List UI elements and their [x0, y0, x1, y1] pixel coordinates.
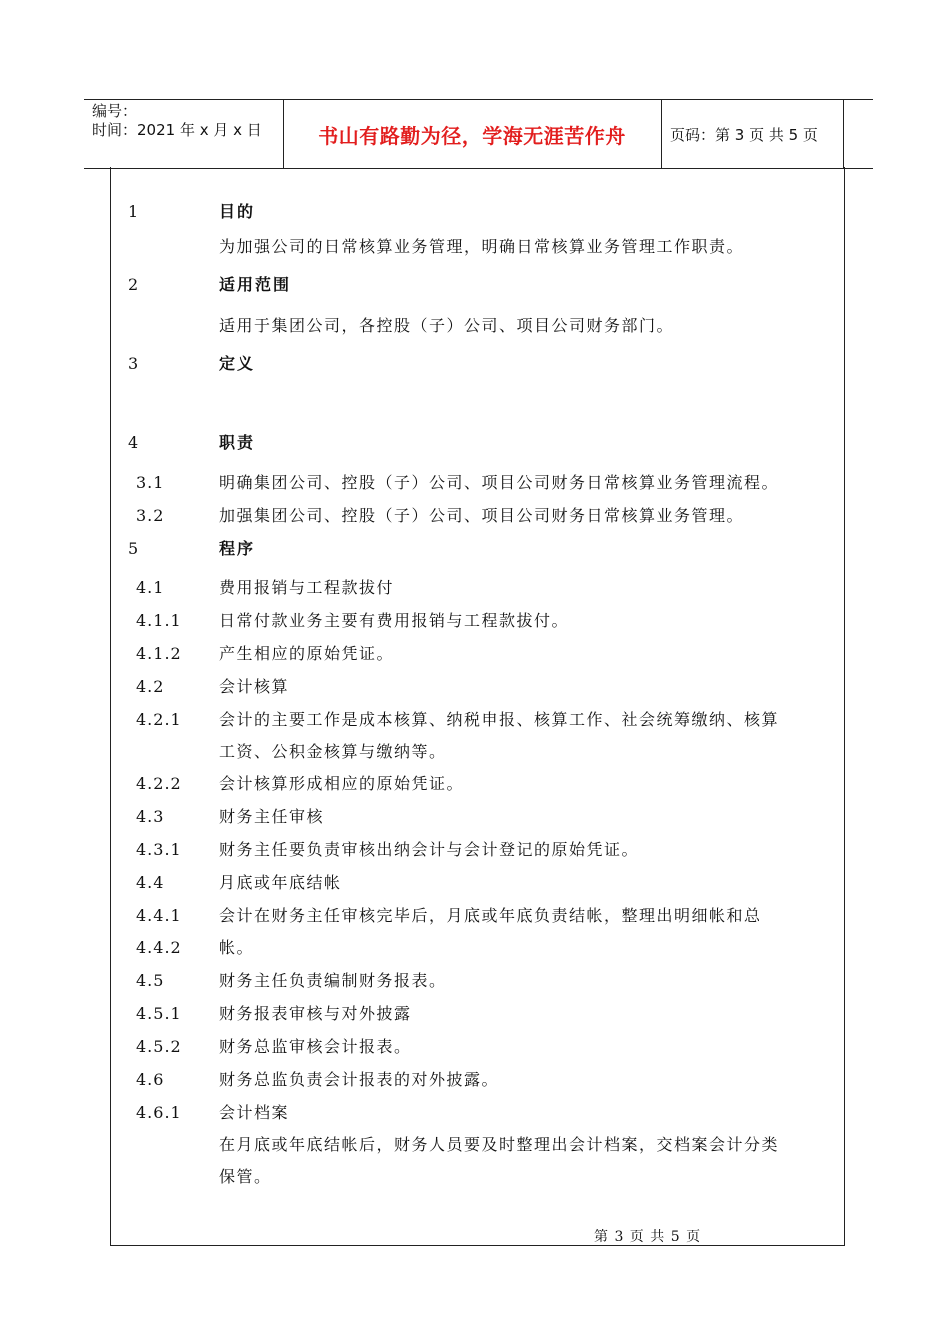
header-slogan: 书山有路勤为径，学海无涯苦作舟: [318, 123, 626, 148]
clause-line: [0, 740, 950, 764]
clause-line: [0, 1035, 950, 1059]
clause-text: 明确集团公司、控股（子）公司、项目公司财务日常核算业务管理流程。: [219, 473, 780, 492]
clause-text: 财务主任负责编制财务报表。: [219, 971, 447, 990]
paragraph-line: [0, 235, 950, 259]
clause-line: [0, 1133, 950, 1157]
section-number: 1: [128, 202, 139, 221]
clause-number: 4.2.1: [136, 710, 182, 729]
clause-number: 4.3.1: [136, 840, 182, 859]
clause-text: 月底或年底结帐: [219, 873, 342, 892]
clause-number: 4.5.2: [136, 1037, 182, 1056]
paragraph-text: 适用于集团公司，各控股（子）公司、项目公司财务部门。: [219, 316, 675, 335]
clause-line: [0, 969, 950, 993]
section-heading: [0, 431, 950, 455]
clause-line: [0, 471, 950, 495]
clause-text: 产生相应的原始凭证。: [219, 644, 395, 663]
clause-text: 会计的主要工作是成本核算、纳税申报、核算工作、社会统筹缴纳、核算: [219, 710, 780, 729]
clause-text: 财务主任要负责审核出纳会计与会计登记的原始凭证。: [219, 840, 640, 859]
clause-line: [0, 838, 950, 862]
document-header: [84, 99, 873, 169]
clause-text: 日常付款业务主要有费用报销与工程款拔付。: [219, 611, 570, 630]
clause-number: 4.6.1: [136, 1103, 182, 1122]
clause-line: [0, 609, 950, 633]
clause-number: 4.4.1: [136, 906, 182, 925]
clause-line: [0, 904, 950, 928]
section-heading: [0, 273, 950, 297]
clause-number: 4.5: [136, 971, 165, 990]
section-heading: [0, 537, 950, 561]
clause-number: 3.1: [136, 473, 165, 492]
section-title: 定义: [219, 354, 256, 373]
document-number-label: 编号：: [92, 102, 138, 120]
section-number: 4: [128, 433, 139, 452]
page-footer: 第 3 页 共 5 页: [594, 1229, 702, 1245]
clause-line: [0, 642, 950, 666]
section-heading: [0, 352, 950, 376]
clause-line: [0, 1068, 950, 1092]
clause-number: 4.1: [136, 578, 165, 597]
clause-text: 财务主任审核: [219, 807, 325, 826]
clause-line: [0, 708, 950, 732]
clause-text: 帐。: [219, 938, 255, 957]
section-title: 职责: [219, 433, 256, 452]
paragraph-line: [0, 314, 950, 338]
clause-line: [0, 805, 950, 829]
clause-number: 4.1.2: [136, 644, 182, 663]
clause-line: [0, 1101, 950, 1125]
clause-text: 会计核算形成相应的原始凭证。: [219, 774, 465, 793]
clause-text: 会计档案: [219, 1103, 290, 1122]
clause-text: 工资、公积金核算与缴纳等。: [219, 742, 447, 761]
document-time-label: 时间：2021 年 x 月 x 日: [92, 121, 262, 139]
clause-text: 会计核算: [219, 677, 290, 696]
clause-line: [0, 936, 950, 960]
header-meta: [92, 102, 262, 140]
clause-text: 在月底或年底结帐后，财务人员要及时整理出会计档案，交档案会计分类: [219, 1135, 780, 1154]
clause-number: 4.3: [136, 807, 165, 826]
clause-line: [0, 576, 950, 600]
clause-number: 4.2: [136, 677, 165, 696]
clause-number: 4.5.1: [136, 1004, 182, 1023]
section-title: 适用范围: [219, 275, 292, 294]
section-heading: [0, 200, 950, 224]
clause-line: [0, 1165, 950, 1189]
clause-number: 4.4.2: [136, 938, 182, 957]
clause-text: 财务报表审核与对外披露: [219, 1004, 412, 1023]
clause-text: 加强集团公司、控股（子）公司、项目公司财务日常核算业务管理。: [219, 506, 745, 525]
section-title: 程序: [219, 539, 256, 558]
section-number: 3: [128, 354, 139, 373]
clause-line: [0, 675, 950, 699]
header-page-number: 页码：第 3 页 共 5 页: [670, 125, 818, 144]
clause-number: 4.6: [136, 1070, 165, 1089]
clause-number: 4.4: [136, 873, 165, 892]
clause-line: [0, 1002, 950, 1026]
clause-number: 4.2.2: [136, 774, 182, 793]
clause-number: 3.2: [136, 506, 165, 525]
clause-line: [0, 871, 950, 895]
section-number: 2: [128, 275, 139, 294]
paragraph-text: 为加强公司的日常核算业务管理，明确日常核算业务管理工作职责。: [219, 237, 745, 256]
clause-number: 4.1.1: [136, 611, 182, 630]
clause-line: [0, 772, 950, 796]
section-title: 目的: [219, 202, 256, 221]
section-number: 5: [128, 539, 139, 558]
clause-text: 财务总监负责会计报表的对外披露。: [219, 1070, 500, 1089]
clause-text: 会计在财务主任审核完毕后，月底或年底负责结帐，整理出明细帐和总: [219, 906, 762, 925]
clause-text: 财务总监审核会计报表。: [219, 1037, 412, 1056]
clause-line: [0, 504, 950, 528]
clause-text: 费用报销与工程款拔付: [219, 578, 395, 597]
clause-text: 保管。: [219, 1167, 272, 1186]
